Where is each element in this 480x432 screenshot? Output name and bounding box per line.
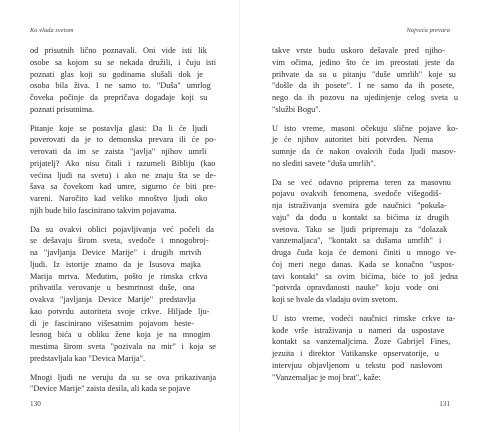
text-line: je će njihov autoritet biti potvrđen. Nema [272,135,434,145]
paragraph [30,372,216,396]
text-line: poznati prisutnima. [30,104,95,114]
text-line: U isto vreme, vodeći naučnici rimske crkve ta- [272,313,456,323]
paragraph-gap [30,116,216,123]
running-head-left: Ko vlada svetom [30,27,74,34]
text-line: vim očima, jedino što će im preostati jeste da [272,57,454,67]
text-line: ovakva "javljanja Device Marije" predstavlja [30,295,196,304]
text-line: većina ljudi na svetu) i ako ne znaju šta se de- [30,170,216,180]
text-line: tavi kontakt" sa ovim bićima, biće to još jedna [272,271,458,281]
paragraph-gap [272,116,458,123]
text-line: nja istraživanja svemira gde naučnici "pokuša- [272,201,447,210]
text-line: osobe sa kojom su se nekada družili, i čuju isti [30,57,216,67]
text-line: Da se već odavno priprema teren za masovnu [272,177,451,187]
text-line: ćoj meri nego danas. Kada se konačno "uspos- [272,259,455,269]
text-line: "došle da ih posete". I ne samo da ih posete, [272,81,455,91]
paragraph [30,123,216,217]
right-page-body [272,45,458,383]
paragraph [30,224,216,365]
paragraph [272,177,458,306]
text-line: vaju" da dođu u kontakt sa bićima iz drugih [272,212,449,222]
text-line: vareni. Naročito kad veliko mnoštvo ljudi oko [30,194,208,203]
text-line: Pitanje koje se postavlja glasi: Da li će ljudi [30,123,208,133]
text-line: osoba bila živa. I ne samo to. "Duša" umrlog [30,81,211,91]
text-line: poverovati da je to demonska prevara ili će po- [30,135,216,145]
text-line: čoveka počinje da prepričava događaje koji su [30,93,208,102]
text-line: no slediti savete "duša umrlih". [272,158,376,168]
page-number-left: 130 [30,400,41,408]
text-line: "Vanzemaljac je moj brat", kaže: [272,372,381,382]
text-line: Mnogi ljudi ne veruju da su se ova prikazivanja [30,372,216,382]
text-line: prihvatila verovanje u besmrtnost duše, ona [30,283,195,293]
text-line: lesnog bića u obliku žene koja je na mnogim [30,330,211,340]
paragraph-gap [272,306,458,313]
text-line: kođe vrše istraživanja u nameri da uspostave [272,325,445,335]
text-line: takve vrste budu uskoro dešavale pred njiho- [272,46,445,55]
text-line: jezuita i direktor Vatikanske opservatorije, u [272,349,439,358]
text-line: kontakt sa vanzemaljcima. Žoze Gabrijel Fines, [272,337,451,347]
text-line: "službi Bogu". [272,104,321,114]
text-line: šava sa čovekom kad umre, sigurno će biti pre- [30,182,216,192]
text-line: poznati glas koji su godinama slušali dok je [30,69,203,79]
text-line: ljudi. Iz istorije znamo da je Isusova majka [30,259,201,269]
page-number-right: 131 [439,400,450,408]
text-line: di je fascinirano višesatnim pojavom beste- [30,318,195,328]
text-line: se dešavaju širom sveta, svedoče i mnogobroj- [30,236,209,246]
text-line: Da su ovakvi oblici pojavljivanja već počeli da [30,224,214,234]
text-line: prijatelj? Ako nisu čitali i razumeli Bibliju (kao [30,158,216,168]
text-line: njih bude bilo fascinirano takvim pojavama. [30,205,177,215]
paragraph [272,45,458,116]
text-line: intervjuu objavljenom u tekstu pod naslovom [272,360,443,370]
text-line: predstavljala kao "Devica Marija". [30,353,146,363]
left-page-body [30,45,216,395]
paragraph-gap [30,365,216,372]
text-line: od prisutnih lično poznavali. Oni vide isti lik [30,46,207,55]
text-line: kao potvrdu autoriteta svoje crkve. Hiljade lju- [30,306,210,316]
text-line: pojavu ovakvih fenomena, svedoče višegodiš- [272,189,442,199]
running-head-right: Najveća prevara [406,27,450,34]
text-line: "potvrda opravdanosti nauke" koju vode oni [272,283,439,293]
text-line: U isto vreme, masoni očekuju slične pojave ko- [272,123,458,133]
text-line: sumnje da će nakon ovakvih čuda ljudi masov- [272,147,456,156]
text-line: Marija mrtva. Međutim, pošto je rimska crkva [30,271,208,281]
paragraph [272,123,458,170]
text-line: nego da ih pozovu na ujedinjenje celog sveta u [272,93,458,102]
text-line: verovati da im se zaista "javlja" njihov umrli [30,147,207,156]
text-line: druga čuda koja će demoni činiti u mnogo ve- [272,248,457,257]
text-line: mestima širom sveta "pozivala na mir" i koja se [30,342,216,351]
text-line: prihvate da su u pitanju "duše umrlih" koje su [272,69,456,79]
text-line: vanzemaljaca", "kontakt sa dušama umrlih" i [272,236,442,246]
text-line: "Device Marije" zaista desila, ali kada se pojave [30,384,191,394]
right-page [240,0,480,432]
paragraph [30,45,216,116]
text-line: na "javljanja Device Marije" i drugih mrtvih [30,248,202,257]
paragraph-gap [30,217,216,224]
paragraph [272,313,458,384]
paragraph-gap [272,170,458,177]
text-line: koji se hvale da vladaju ovim svetom. [272,295,398,304]
text-line: svetova. Tako se ljudi pripremaju za "dolazak [272,224,448,234]
